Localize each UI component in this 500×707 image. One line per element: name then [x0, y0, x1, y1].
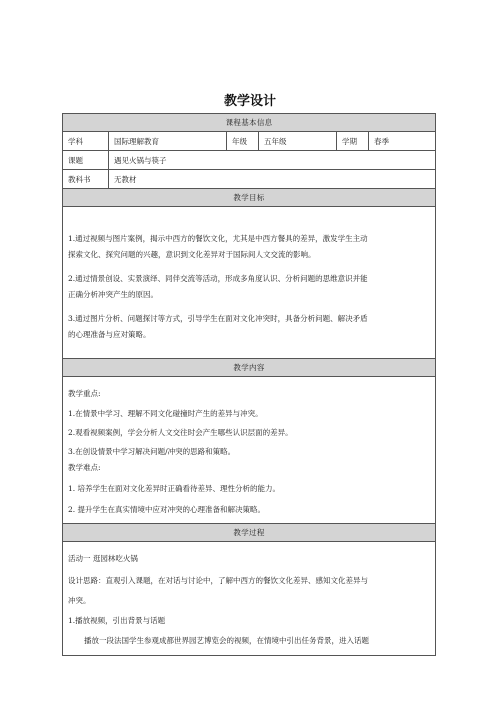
subject-value: 国际理解教育	[109, 132, 227, 151]
goal-line: 正确分析冲突产生的原因。	[68, 290, 158, 299]
key-points-label: 教学重点:	[68, 389, 101, 398]
textbook-label: 教科书	[63, 170, 109, 189]
section-header-content: 教学内容	[63, 359, 436, 377]
subject-label: 学科	[63, 132, 109, 151]
content-body	[63, 377, 436, 524]
goal-line: 3.通过图片分析、问题探讨等方式，引导学生在面对文化冲突时，具备分析问题、解决矛盾	[68, 314, 368, 323]
key-point-line: 3.在创设情景中学习解决问题/冲突的思路和策略。	[68, 447, 236, 456]
page-title: 教学设计	[223, 94, 276, 109]
process-body	[63, 542, 436, 656]
textbook-value: 无教材	[109, 170, 436, 189]
goal-line: 的心理准备与应对策略。	[68, 330, 151, 339]
design-idea-line: 设计思路：直观引入课题，在对话与讨论中，了解中西方的餐饮文化差异、感知文化差异与	[68, 576, 368, 585]
difficult-point-line: 1. 培养学生在面对文化差异时正确看待差异、理性分析的能力。	[68, 484, 281, 493]
difficult-point-line: 2. 提升学生在真实情境中应对冲突的心理准备和解决策略。	[68, 505, 266, 514]
step-title: 1.播放视频，引出背景与话题	[68, 616, 166, 625]
section-header-goals: 教学目标	[63, 189, 436, 207]
step-description: 播放一段法国学生参观成都世界园艺博览会的视频，在情境中引出任务背景，进入话题	[84, 636, 369, 645]
goal-line: 1.通过视频与图片案例，揭示中西方的餐饮文化，尤其是中西方餐具的差异，激发学生主动	[68, 234, 368, 243]
lesson-plan-table	[62, 113, 436, 656]
grade-label: 年级	[227, 132, 259, 151]
topic-value: 遇见火锅与筷子	[109, 151, 436, 170]
activity-title: 活动一 逛园林吃火锅	[68, 554, 138, 563]
term-label: 学期	[337, 132, 369, 151]
goals-body	[63, 207, 436, 359]
section-header-process: 教学过程	[63, 524, 436, 542]
key-point-line: 1.在情景中学习、理解不同文化碰撞时产生的差异与冲突。	[68, 409, 263, 418]
key-point-line: 2.观看视频案例，学会分析人文交往时会产生哪些认识层面的差异。	[68, 428, 293, 437]
grade-value: 五年级	[259, 132, 337, 151]
section-header-basic-info: 课程基本信息	[63, 114, 436, 132]
topic-label: 课题	[63, 151, 109, 170]
term-value: 春季	[369, 132, 436, 151]
design-idea-line: 冲突。	[68, 596, 91, 605]
difficult-points-label: 教学难点:	[68, 463, 101, 472]
goal-line: 2.通过情景创设、实景演绎、同伴交流等活动，形成多角度认识、分析问题的思维意识并能	[68, 274, 368, 283]
goal-line: 探索文化、探究问题的兴趣，意识到文化差异对于国际间人文交流的影响。	[68, 250, 316, 259]
